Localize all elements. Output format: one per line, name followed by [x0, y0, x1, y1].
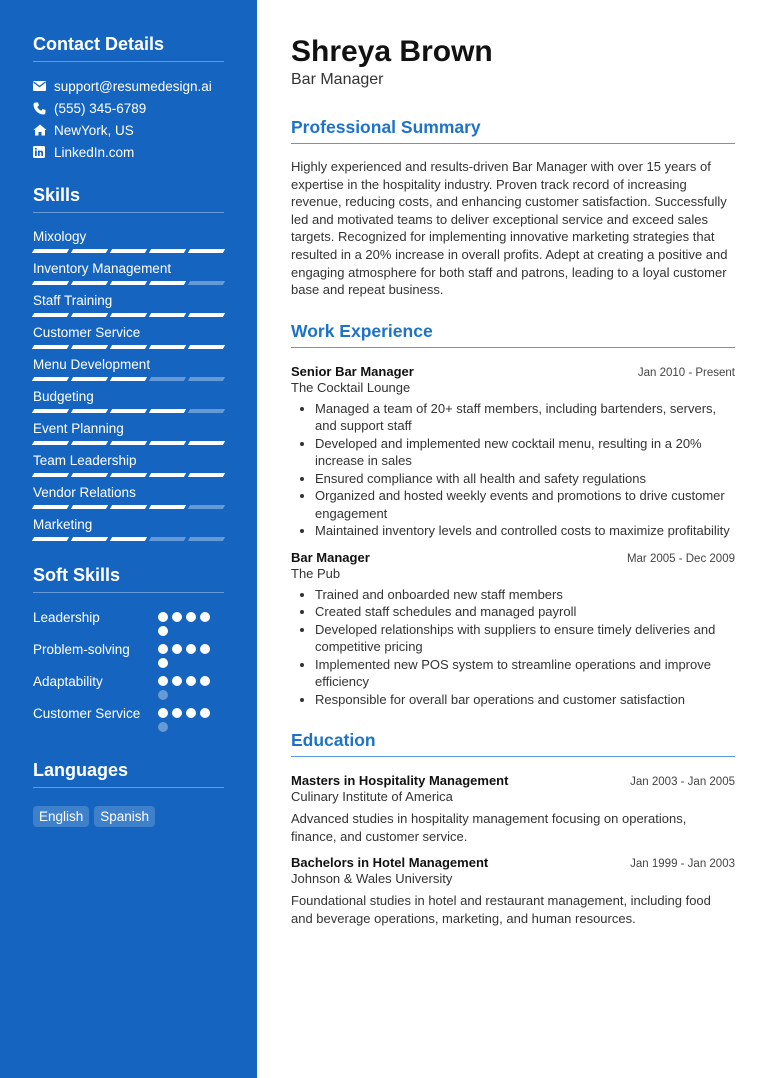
- skill-segment-filled: [71, 377, 108, 381]
- skill-level-bar: [33, 473, 224, 477]
- job-bullet: • Implemented new POS system to streamline operations and improve efficiency: [315, 656, 735, 691]
- skill-segment-filled: [188, 313, 225, 317]
- job-title: Senior Bar Manager: [291, 363, 414, 379]
- skill-segment-filled: [149, 281, 186, 285]
- experience-section: [291, 321, 735, 709]
- job-company: The Pub: [291, 565, 341, 581]
- skill-segment-filled: [32, 473, 69, 477]
- education-heading: Education: [291, 730, 735, 757]
- home-icon: [33, 124, 54, 136]
- education-degree: Bachelors in Hotel Management: [291, 855, 489, 871]
- job-bullet: • Maintained inventory levels and controlled costs to maximize profitability: [315, 522, 735, 540]
- job-entry: [291, 550, 735, 709]
- rating-dot-filled: [186, 708, 196, 718]
- skill-segment-filled: [110, 281, 147, 285]
- skill-item: [33, 387, 224, 413]
- rating-dot-filled: [158, 626, 168, 636]
- skill-segment-filled: [32, 313, 69, 317]
- skill-segment-empty: [188, 537, 225, 541]
- skill-name: Customer Service: [33, 325, 141, 340]
- soft-skill-item: [33, 705, 224, 732]
- education-school: Culinary Institute of America: [291, 789, 453, 805]
- experience-heading: Work Experience: [291, 321, 735, 348]
- skill-segment-filled: [149, 473, 186, 477]
- education-entry: [291, 855, 735, 927]
- rating-dot-filled: [200, 644, 210, 654]
- education-header: [291, 773, 735, 788]
- skill-segment-filled: [32, 377, 69, 381]
- skills-heading: Skills: [33, 185, 224, 213]
- summary-text: Highly experienced and results-driven Bar Manager with over 15 years of expertise in the hospitality industry. Proven track record of increasing revenue, reducing costs, and enhancing customer satisfaction. Successfully led and motivated teams to deliver exceptional service and exceed sales targets. Recognized for implementing innovative marketing strategies that resulted in a 20% increase in overall profits. Adept at creating a positive and engaging atmosphere for both staff and patrons, leading to a loyal customer base and repeat business.: [291, 159, 728, 298]
- skill-segment-filled: [110, 345, 147, 349]
- skill-item: [33, 323, 224, 349]
- candidate-title: Bar Manager: [291, 71, 384, 88]
- soft-skill-rating: [158, 705, 218, 732]
- skill-segment-empty: [188, 505, 225, 509]
- skill-segment-filled: [110, 537, 147, 541]
- soft-skill-rating: [158, 609, 218, 636]
- rating-dot-filled: [172, 676, 182, 686]
- skill-item: [33, 291, 224, 317]
- skill-segment-filled: [188, 473, 225, 477]
- rating-dot-filled: [200, 708, 210, 718]
- skill-segment-filled: [149, 441, 186, 445]
- education-description: Advanced studies in hospitality management focusing on operations, finance, and customer service.: [291, 811, 687, 844]
- job-date: Mar 2005 - Dec 2009: [626, 552, 735, 565]
- skill-segment-filled: [188, 249, 225, 253]
- skill-name: Mixology: [33, 229, 87, 244]
- rating-dot-filled: [158, 676, 168, 686]
- skill-item: [33, 419, 224, 445]
- candidate-name: Shreya Brown: [291, 35, 493, 68]
- education-section: [291, 730, 735, 927]
- job-bullets: [291, 586, 735, 709]
- skill-segment-filled: [110, 409, 147, 413]
- contact-section: [33, 34, 224, 163]
- skill-segment-filled: [32, 345, 69, 349]
- soft-skill-rating: [158, 673, 218, 700]
- rating-dot-filled: [186, 612, 196, 622]
- skill-segment-filled: [110, 441, 147, 445]
- skill-segment-filled: [110, 473, 147, 477]
- job-bullet: • Created staff schedules and managed payroll: [315, 603, 735, 621]
- languages-section: [33, 760, 224, 827]
- language-tag: Spanish: [94, 806, 155, 827]
- skill-segment-filled: [110, 313, 147, 317]
- job-company: The Cocktail Lounge: [291, 379, 411, 395]
- skill-level-bar: [33, 281, 224, 285]
- main-content: [291, 34, 735, 927]
- rating-dot-filled: [186, 676, 196, 686]
- soft-skill-item: [33, 641, 224, 668]
- skill-segment-empty: [149, 537, 186, 541]
- rating-dot-filled: [200, 612, 210, 622]
- skill-segment-filled: [71, 505, 108, 509]
- skill-level-bar: [33, 345, 224, 349]
- phone-icon: [33, 102, 54, 115]
- language-tag: English: [33, 806, 89, 827]
- skill-segment-filled: [32, 537, 69, 541]
- rating-dot-filled: [172, 644, 182, 654]
- skill-segment-empty: [188, 409, 225, 413]
- skill-item: [33, 515, 224, 541]
- contact-linkedin[interactable]: [33, 141, 224, 163]
- contact-linkedin-text: LinkedIn.com: [54, 144, 135, 160]
- summary-heading: Professional Summary: [291, 117, 735, 144]
- soft-skill-name: Adaptability: [33, 674, 103, 689]
- skill-level-bar: [33, 505, 224, 509]
- skill-segment-filled: [149, 345, 186, 349]
- skills-list: [33, 227, 224, 541]
- contact-location-text: NewYork, US: [54, 122, 134, 138]
- education-entry: [291, 773, 735, 845]
- job-bullet: • Developed relationships with suppliers to ensure timely deliveries and competitive pricing: [315, 621, 735, 656]
- skill-segment-filled: [32, 249, 69, 253]
- skill-segment-filled: [110, 505, 147, 509]
- skill-level-bar: [33, 313, 224, 317]
- contact-phone[interactable]: [33, 97, 224, 119]
- job-bullet: • Responsible for overall bar operations and customer satisfaction: [315, 691, 735, 709]
- contact-email-text: support@resumedesign.ai: [54, 78, 212, 94]
- skill-segment-filled: [149, 313, 186, 317]
- job-bullet: • Developed and implemented new cocktail menu, resulting in a 20% increase in sales: [315, 435, 735, 470]
- rating-dot-filled: [158, 708, 168, 718]
- skill-segment-filled: [71, 473, 108, 477]
- rating-dot-filled: [200, 676, 210, 686]
- skill-segment-filled: [71, 345, 108, 349]
- skill-level-bar: [33, 537, 224, 541]
- soft-skill-name: Customer Service: [33, 706, 141, 721]
- skill-segment-filled: [32, 281, 69, 285]
- skills-section: [33, 185, 224, 541]
- skill-segment-empty: [188, 281, 225, 285]
- job-entry: [291, 364, 735, 540]
- skill-segment-filled: [149, 505, 186, 509]
- skill-segment-filled: [32, 505, 69, 509]
- skill-level-bar: [33, 377, 224, 381]
- job-bullet: • Organized and hosted weekly events and promotions to drive customer engagement: [315, 487, 735, 522]
- skill-segment-empty: [188, 377, 225, 381]
- job-bullet: • Managed a team of 20+ staff members, including bartenders, servers, and support staff: [315, 400, 735, 435]
- rating-dot-empty: [158, 722, 168, 732]
- skill-segment-filled: [71, 249, 108, 253]
- job-header: [291, 364, 735, 379]
- job-list: [291, 364, 735, 709]
- skill-segment-filled: [71, 537, 108, 541]
- education-degree: Masters in Hospitality Management: [291, 773, 509, 789]
- skill-segment-filled: [149, 249, 186, 253]
- skill-item: [33, 259, 224, 285]
- contact-phone-text: (555) 345-6789: [54, 100, 147, 116]
- skill-name: Vendor Relations: [33, 485, 136, 500]
- skill-name: Budgeting: [33, 389, 94, 404]
- skill-item: [33, 227, 224, 253]
- skill-segment-filled: [71, 281, 108, 285]
- education-date: Jan 2003 - Jan 2005: [630, 776, 735, 789]
- job-bullets: [291, 400, 735, 540]
- education-description: Foundational studies in hotel and restaurant management, including food and beverage operations, marketing, and human resources.: [291, 893, 711, 926]
- skill-segment-filled: [32, 409, 69, 413]
- rating-dot-filled: [158, 658, 168, 668]
- linkedin-icon: [33, 146, 54, 158]
- rating-dot-filled: [158, 612, 168, 622]
- education-school: Johnson & Wales University: [291, 871, 453, 887]
- soft-skill-item: [33, 673, 224, 700]
- skill-name: Menu Development: [33, 357, 151, 372]
- skill-name: Staff Training: [33, 293, 113, 308]
- soft-skills-heading: Soft Skills: [33, 565, 224, 593]
- soft-skills-list: [33, 609, 224, 732]
- skill-level-bar: [33, 249, 224, 253]
- job-date: Jan 2010 - Present: [637, 366, 735, 379]
- soft-skill-name: Leadership: [33, 610, 100, 625]
- contact-list: [33, 75, 224, 163]
- education-date: Jan 1999 - Jan 2003: [630, 858, 735, 871]
- job-title: Bar Manager: [291, 549, 370, 565]
- contact-email[interactable]: [33, 75, 224, 97]
- skill-name: Team Leadership: [33, 453, 137, 468]
- job-header: [291, 550, 735, 565]
- soft-skill-item: [33, 609, 224, 636]
- skill-segment-filled: [110, 249, 147, 253]
- education-list: [291, 773, 735, 927]
- soft-skill-name: Problem-solving: [33, 642, 130, 657]
- skill-segment-filled: [188, 441, 225, 445]
- skill-level-bar: [33, 441, 224, 445]
- rating-dot-empty: [158, 690, 168, 700]
- job-bullet: • Ensured compliance with all health and safety regulations: [315, 470, 735, 488]
- skill-segment-filled: [110, 377, 147, 381]
- skill-name: Event Planning: [33, 421, 124, 436]
- languages-heading: Languages: [33, 760, 224, 788]
- languages-list: [33, 806, 224, 827]
- skill-segment-filled: [32, 441, 69, 445]
- rating-dot-filled: [172, 612, 182, 622]
- skill-segment-filled: [71, 441, 108, 445]
- skill-item: [33, 451, 224, 477]
- rating-dot-filled: [186, 644, 196, 654]
- contact-location: [33, 119, 224, 141]
- rating-dot-filled: [158, 644, 168, 654]
- skill-segment-filled: [71, 409, 108, 413]
- skill-item: [33, 483, 224, 509]
- soft-skill-rating: [158, 641, 218, 668]
- soft-skills-section: [33, 565, 224, 732]
- skill-segment-empty: [149, 377, 186, 381]
- rating-dot-filled: [172, 708, 182, 718]
- education-header: [291, 855, 735, 870]
- skill-name: Inventory Management: [33, 261, 172, 276]
- skill-name: Marketing: [33, 517, 93, 532]
- job-bullet: • Trained and onboarded new staff members: [315, 586, 735, 604]
- summary-section: [291, 117, 735, 299]
- contact-heading: Contact Details: [33, 34, 224, 62]
- sidebar: [0, 0, 257, 1078]
- skill-level-bar: [33, 409, 224, 413]
- envelope-icon: [33, 81, 54, 91]
- skill-segment-filled: [188, 345, 225, 349]
- skill-segment-filled: [149, 409, 186, 413]
- skill-segment-filled: [71, 313, 108, 317]
- skill-item: [33, 355, 224, 381]
